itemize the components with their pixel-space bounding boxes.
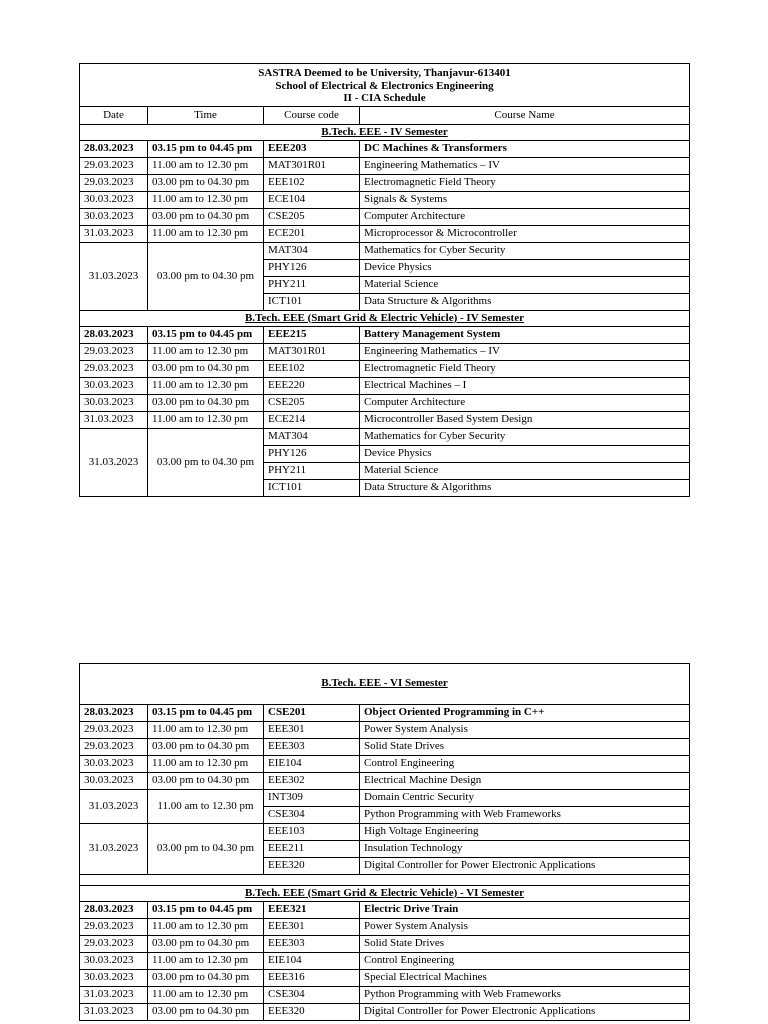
exam-date: 29.03.2023 bbox=[80, 722, 148, 739]
course-code: EEE211 bbox=[264, 841, 360, 858]
table-row bbox=[80, 936, 690, 953]
course-name: Mathematics for Cyber Security bbox=[360, 242, 690, 259]
course-code: EEE320 bbox=[264, 858, 360, 875]
col-code: Course code bbox=[264, 106, 360, 124]
course-code: ECE201 bbox=[264, 225, 360, 242]
course-name: Control Engineering bbox=[360, 953, 690, 970]
table-row bbox=[80, 174, 690, 191]
course-code: MAT301R01 bbox=[264, 343, 360, 360]
course-name: Control Engineering bbox=[360, 756, 690, 773]
course-code: CSE201 bbox=[264, 705, 360, 722]
course-code: EEE316 bbox=[264, 970, 360, 987]
course-code: EIE104 bbox=[264, 953, 360, 970]
course-code: EEE303 bbox=[264, 936, 360, 953]
exam-time: 11.00 am to 12.30 pm bbox=[148, 411, 264, 428]
exam-time: 03.15 pm to 04.45 pm bbox=[148, 326, 264, 343]
exam-date: 31.03.2023 bbox=[80, 1004, 148, 1021]
exam-date: 30.03.2023 bbox=[80, 191, 148, 208]
exam-time: 11.00 am to 12.30 pm bbox=[148, 722, 264, 739]
course-name: Digital Controller for Power Electronic Applications bbox=[360, 858, 690, 875]
course-code: MAT304 bbox=[264, 242, 360, 259]
table-row bbox=[80, 360, 690, 377]
table-row bbox=[80, 1004, 690, 1021]
table-row bbox=[80, 756, 690, 773]
table-row bbox=[80, 191, 690, 208]
course-name: Solid State Drives bbox=[360, 936, 690, 953]
table-row bbox=[80, 208, 690, 225]
col-date: Date bbox=[80, 106, 148, 124]
course-code: EEE320 bbox=[264, 1004, 360, 1021]
course-name: Solid State Drives bbox=[360, 739, 690, 756]
exam-date: 30.03.2023 bbox=[80, 953, 148, 970]
course-name: Microprocessor & Microcontroller bbox=[360, 225, 690, 242]
course-code: PHY211 bbox=[264, 462, 360, 479]
exam-time: 11.00 am to 12.30 pm bbox=[148, 987, 264, 1004]
course-name: Engineering Mathematics – IV bbox=[360, 157, 690, 174]
course-code: ICT101 bbox=[264, 479, 360, 496]
course-name: Material Science bbox=[360, 276, 690, 293]
course-name: Object Oriented Programming in C++ bbox=[360, 705, 690, 722]
course-name: Material Science bbox=[360, 462, 690, 479]
school-name: School of Electrical & Electronics Engineering bbox=[275, 79, 494, 92]
course-code: EEE102 bbox=[264, 360, 360, 377]
table-row bbox=[80, 242, 690, 259]
table-row bbox=[80, 394, 690, 411]
course-code: EEE303 bbox=[264, 739, 360, 756]
course-name: High Voltage Engineering bbox=[360, 824, 690, 841]
exam-time: 03.00 pm to 04.30 pm bbox=[148, 360, 264, 377]
table-row bbox=[80, 739, 690, 756]
course-code: EEE301 bbox=[264, 722, 360, 739]
course-code: CSE205 bbox=[264, 208, 360, 225]
course-name: Insulation Technology bbox=[360, 841, 690, 858]
course-name: Data Structure & Algorithms bbox=[360, 293, 690, 310]
table-row bbox=[80, 225, 690, 242]
course-code: EEE103 bbox=[264, 824, 360, 841]
exam-time: 03.00 pm to 04.30 pm bbox=[148, 208, 264, 225]
exam-date: 31.03.2023 bbox=[80, 242, 148, 310]
course-code: ECE104 bbox=[264, 191, 360, 208]
course-name: Python Programming with Web Frameworks bbox=[360, 987, 690, 1004]
exam-time: 03.00 pm to 04.30 pm bbox=[148, 936, 264, 953]
exam-date: 30.03.2023 bbox=[80, 970, 148, 987]
course-name: Mathematics for Cyber Security bbox=[360, 428, 690, 445]
course-name: Device Physics bbox=[360, 445, 690, 462]
course-code: EEE302 bbox=[264, 773, 360, 790]
exam-time: 11.00 am to 12.30 pm bbox=[148, 790, 264, 824]
exam-time: 03.00 pm to 04.30 pm bbox=[148, 174, 264, 191]
exam-time: 03.00 pm to 04.30 pm bbox=[148, 394, 264, 411]
schedule-table-1 bbox=[79, 63, 690, 497]
section-title: B.Tech. EEE (Smart Grid & Electric Vehicle) - VI Semester bbox=[80, 886, 690, 902]
course-code: PHY211 bbox=[264, 276, 360, 293]
exam-time: 11.00 am to 12.30 pm bbox=[148, 953, 264, 970]
exam-date: 30.03.2023 bbox=[80, 377, 148, 394]
exam-time: 11.00 am to 12.30 pm bbox=[148, 157, 264, 174]
course-name: Data Structure & Algorithms bbox=[360, 479, 690, 496]
exam-date: 29.03.2023 bbox=[80, 157, 148, 174]
course-code: PHY126 bbox=[264, 445, 360, 462]
course-code: CSE304 bbox=[264, 807, 360, 824]
section-title: B.Tech. EEE (Smart Grid & Electric Vehicle) - IV Semester bbox=[80, 310, 690, 326]
exam-time: 03.00 pm to 04.30 pm bbox=[148, 242, 264, 310]
exam-time: 03.15 pm to 04.45 pm bbox=[148, 902, 264, 919]
table-row bbox=[80, 343, 690, 360]
exam-time: 03.00 pm to 04.30 pm bbox=[148, 824, 264, 875]
course-name: Battery Management System bbox=[360, 326, 690, 343]
course-code: MAT301R01 bbox=[264, 157, 360, 174]
course-code: EEE203 bbox=[264, 140, 360, 157]
schedule-table-2 bbox=[79, 663, 690, 1021]
section-header bbox=[80, 886, 690, 902]
exam-time: 11.00 am to 12.30 pm bbox=[148, 919, 264, 936]
course-code: PHY126 bbox=[264, 259, 360, 276]
course-name: Computer Architecture bbox=[360, 394, 690, 411]
section-spacer bbox=[80, 875, 690, 886]
exam-date: 31.03.2023 bbox=[80, 411, 148, 428]
course-name: Power System Analysis bbox=[360, 919, 690, 936]
exam-time: 03.00 pm to 04.30 pm bbox=[148, 1004, 264, 1021]
course-name: Python Programming with Web Frameworks bbox=[360, 807, 690, 824]
exam-date: 29.03.2023 bbox=[80, 360, 148, 377]
section-title: B.Tech. EEE - IV Semester bbox=[80, 124, 690, 140]
exam-date: 29.03.2023 bbox=[80, 919, 148, 936]
schedule-title: II - CIA Schedule bbox=[343, 92, 426, 105]
exam-time: 11.00 am to 12.30 pm bbox=[148, 377, 264, 394]
table-row bbox=[80, 790, 690, 807]
column-header-row bbox=[80, 106, 690, 124]
table-row bbox=[80, 705, 690, 722]
course-code: EIE104 bbox=[264, 756, 360, 773]
exam-date: 28.03.2023 bbox=[80, 140, 148, 157]
exam-date: 31.03.2023 bbox=[80, 225, 148, 242]
exam-time: 03.15 pm to 04.45 pm bbox=[148, 705, 264, 722]
section-header bbox=[80, 310, 690, 326]
table-row bbox=[80, 953, 690, 970]
exam-time: 11.00 am to 12.30 pm bbox=[148, 756, 264, 773]
course-name: DC Machines & Transformers bbox=[360, 140, 690, 157]
course-code: CSE205 bbox=[264, 394, 360, 411]
table-row bbox=[80, 377, 690, 394]
table-row bbox=[80, 722, 690, 739]
course-code: EEE321 bbox=[264, 902, 360, 919]
exam-date: 31.03.2023 bbox=[80, 428, 148, 496]
exam-time: 11.00 am to 12.30 pm bbox=[148, 225, 264, 242]
exam-time: 03.15 pm to 04.45 pm bbox=[148, 140, 264, 157]
table-row bbox=[80, 987, 690, 1004]
exam-time: 11.00 am to 12.30 pm bbox=[148, 343, 264, 360]
exam-time: 03.00 pm to 04.30 pm bbox=[148, 428, 264, 496]
course-name: Device Physics bbox=[360, 259, 690, 276]
course-name: Microcontroller Based System Design bbox=[360, 411, 690, 428]
exam-time: 03.00 pm to 04.30 pm bbox=[148, 773, 264, 790]
table-row bbox=[80, 902, 690, 919]
exam-date: 30.03.2023 bbox=[80, 394, 148, 411]
exam-date: 31.03.2023 bbox=[80, 824, 148, 875]
section-header bbox=[80, 124, 690, 140]
exam-date: 28.03.2023 bbox=[80, 705, 148, 722]
course-code: EEE102 bbox=[264, 174, 360, 191]
col-time: Time bbox=[148, 106, 264, 124]
course-name: Engineering Mathematics – IV bbox=[360, 343, 690, 360]
exam-date: 29.03.2023 bbox=[80, 936, 148, 953]
course-code: EEE220 bbox=[264, 377, 360, 394]
table-row bbox=[80, 157, 690, 174]
table-row bbox=[80, 970, 690, 987]
exam-date: 31.03.2023 bbox=[80, 987, 148, 1004]
course-name: Domain Centric Security bbox=[360, 790, 690, 807]
table-row bbox=[80, 919, 690, 936]
table-row bbox=[80, 773, 690, 790]
exam-date: 30.03.2023 bbox=[80, 756, 148, 773]
course-name: Electromagnetic Field Theory bbox=[360, 360, 690, 377]
course-code: CSE304 bbox=[264, 987, 360, 1004]
table-row bbox=[80, 428, 690, 445]
course-code: MAT304 bbox=[264, 428, 360, 445]
course-name: Digital Controller for Power Electronic Applications bbox=[360, 1004, 690, 1021]
col-name: Course Name bbox=[360, 106, 690, 124]
course-name: Computer Architecture bbox=[360, 208, 690, 225]
document-header bbox=[80, 64, 690, 107]
exam-time: 11.00 am to 12.30 pm bbox=[148, 191, 264, 208]
course-name: Power System Analysis bbox=[360, 722, 690, 739]
table-row bbox=[80, 140, 690, 157]
exam-date: 30.03.2023 bbox=[80, 208, 148, 225]
exam-date: 29.03.2023 bbox=[80, 174, 148, 191]
course-name: Electromagnetic Field Theory bbox=[360, 174, 690, 191]
exam-date: 29.03.2023 bbox=[80, 739, 148, 756]
exam-date: 28.03.2023 bbox=[80, 326, 148, 343]
table-row bbox=[80, 411, 690, 428]
table-row bbox=[80, 326, 690, 343]
course-name: Special Electrical Machines bbox=[360, 970, 690, 987]
course-code: EEE215 bbox=[264, 326, 360, 343]
exam-time: 03.00 pm to 04.30 pm bbox=[148, 970, 264, 987]
course-name: Electrical Machine Design bbox=[360, 773, 690, 790]
exam-date: 28.03.2023 bbox=[80, 902, 148, 919]
course-code: ECE214 bbox=[264, 411, 360, 428]
course-name: Electric Drive Train bbox=[360, 902, 690, 919]
course-code: INT309 bbox=[264, 790, 360, 807]
exam-date: 31.03.2023 bbox=[80, 790, 148, 824]
university-name: SASTRA Deemed to be University, Thanjavur-613401 bbox=[258, 67, 511, 79]
course-code: EEE301 bbox=[264, 919, 360, 936]
course-name: Signals & Systems bbox=[360, 191, 690, 208]
course-name: Electrical Machines – I bbox=[360, 377, 690, 394]
section-title: B.Tech. EEE - VI Semester bbox=[80, 664, 690, 705]
exam-date: 30.03.2023 bbox=[80, 773, 148, 790]
exam-time: 03.00 pm to 04.30 pm bbox=[148, 739, 264, 756]
spacer-cell bbox=[80, 875, 690, 886]
exam-date: 29.03.2023 bbox=[80, 343, 148, 360]
course-code: ICT101 bbox=[264, 293, 360, 310]
section-header bbox=[80, 664, 690, 705]
table-row bbox=[80, 824, 690, 841]
